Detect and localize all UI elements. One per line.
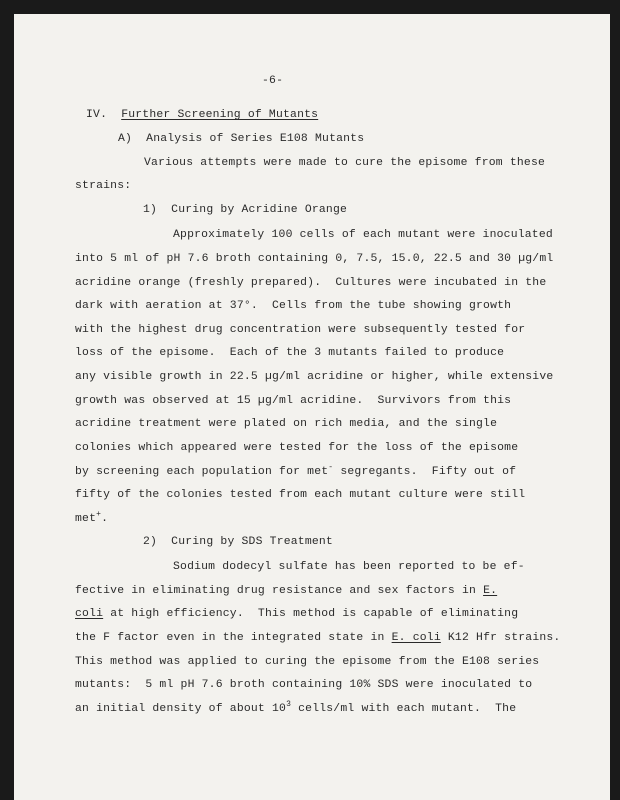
paragraph-line: coli at high efficiency. This method is capable of eliminating (75, 608, 519, 620)
paragraph-line: colonies which appeared were tested for the loss of the episome (75, 442, 519, 454)
item-label: 1) (143, 204, 158, 216)
item-heading (143, 203, 347, 217)
paragraph-line: strains: (75, 180, 132, 192)
section-numeral: IV. (86, 109, 108, 121)
item-heading (143, 535, 333, 549)
paragraph-line: by screening each population for met- segregants. Fifty out of (75, 463, 517, 478)
paragraph-line: Sodium dodecyl sulfate has been reported to be ef- (173, 561, 525, 573)
item-title: Curing by Acridine Orange (171, 204, 348, 216)
paragraph-line: fective in eliminating drug resistance and sex factors in E. (75, 585, 498, 597)
paragraph-line: This method was applied to curing the episome from the E108 series (75, 656, 540, 668)
paragraph-line: loss of the episome. Each of the 3 mutants failed to produce (75, 347, 505, 359)
paragraph-line: acridine orange (freshly prepared). Cultures were incubated in the (75, 277, 547, 289)
page-number: -6- (262, 75, 284, 87)
document-page (14, 14, 610, 800)
paragraph-line: the F factor even in the integrated state in E. coli K12 Hfr strains. (75, 632, 561, 644)
paragraph-line: any visible growth in 22.5 µg/ml acridine or higher, while extensive (75, 371, 554, 383)
paragraph-line: met+. (75, 510, 109, 525)
item-label: 2) (143, 536, 158, 548)
section-title: Further Screening of Mutants (121, 109, 319, 121)
paragraph-line: growth was observed at 15 µg/ml acridine. Survivors from this (75, 395, 512, 407)
paragraph-line: Various attempts were made to cure the episome from these (144, 157, 546, 169)
subsection-heading (118, 132, 364, 146)
paragraph-line: dark with aeration at 37°. Cells from the tube showing growth (75, 300, 512, 312)
subsection-label: A) (118, 133, 133, 145)
subsection-title: Analysis of Series E108 Mutants (146, 133, 365, 145)
item-title: Curing by SDS Treatment (171, 536, 333, 548)
paragraph-line: an initial density of about $10^3$ cells/ml with each mutant. The (75, 700, 517, 715)
paragraph-line: into 5 ml of pH 7.6 broth containing 0, 7.5, 15.0, 22.5 and 30 µg/ml (75, 253, 554, 265)
paragraph-line: mutants: 5 ml pH 7.6 broth containing 10% SDS were inoculated to (75, 679, 533, 691)
paragraph-line: fifty of the colonies tested from each mutant culture were still (75, 489, 526, 501)
paragraph-line: acridine treatment were plated on rich media, and the single (75, 418, 498, 430)
paragraph-line: with the highest drug concentration were subsequently tested for (75, 324, 526, 336)
paragraph-line: Approximately 100 cells of each mutant were inoculated (173, 229, 553, 241)
section-heading (86, 108, 318, 122)
